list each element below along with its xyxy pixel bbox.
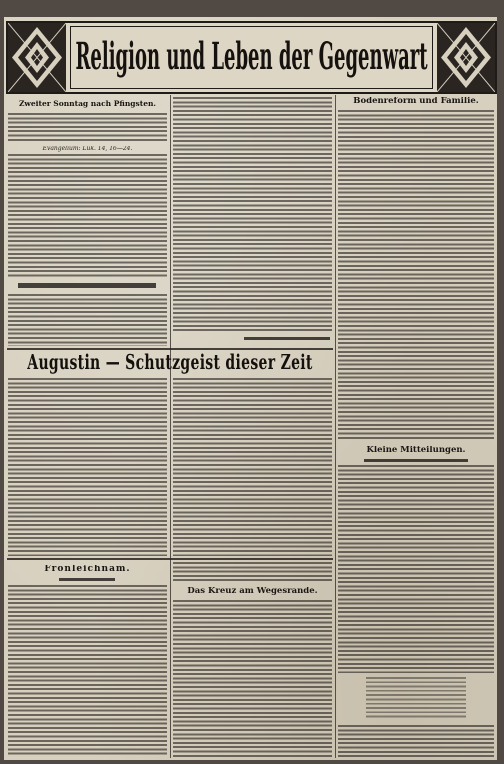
feature-headline-text: Augustin — Schutzgeist dieser Zeit [27, 352, 313, 374]
fronleichnam-text-block [8, 585, 167, 757]
bodenreform-heading [337, 97, 495, 107]
kreuz-text-block [173, 600, 332, 757]
fronleichnam-heading-text: Fronleichnam. [44, 565, 131, 574]
epistle-text-block [8, 113, 167, 143]
column-rule-right [335, 95, 336, 758]
kreuz-heading-text: Das Kreuz am Wegesrande. [187, 587, 318, 596]
column-rule-left [170, 95, 171, 758]
newspaper-page [4, 17, 497, 760]
section-heading-left [18, 283, 156, 288]
mitteilungen-heading [337, 446, 495, 456]
masthead-ornament-left-icon [8, 23, 66, 92]
masthead-ornament-right-icon [437, 23, 495, 92]
fronleichnam-byline [59, 578, 115, 581]
masthead-banner [6, 21, 497, 94]
feature-continuation-text [173, 562, 332, 582]
poem-stanza [366, 677, 466, 720]
gospel-reference: Evangelium: Luk. 14, 16—24. [42, 146, 133, 152]
feature-text-block-right [173, 378, 332, 556]
mitteilungen-heading-text: Kleine Mitteilungen. [366, 446, 466, 455]
mitteilungen-subheading [364, 459, 468, 462]
article-signature [244, 337, 330, 340]
feature-text-block-left [8, 378, 167, 556]
article-text-block-middle [173, 97, 332, 333]
kreuz-heading [172, 587, 333, 597]
mitteilungen-text-block [338, 465, 494, 673]
bodenreform-heading-text: Bodenreform und Familie. [353, 97, 479, 106]
masthead-title-frame [70, 26, 433, 89]
headline-rule-bottom [7, 558, 333, 560]
sunday-heading [7, 100, 168, 110]
feature-headline [7, 352, 333, 374]
mitteilungen-text-end [338, 725, 494, 757]
section-text-block-left [8, 294, 167, 346]
sermon-text-block [8, 154, 167, 278]
fronleichnam-heading [7, 565, 168, 575]
headline-rule-top [7, 348, 333, 350]
masthead-title: Religion und Leben der Gegenwart [75, 35, 428, 80]
sunday-heading-text: Zweiter Sonntag nach Pfingsten. [18, 100, 157, 108]
bodenreform-text-block [338, 110, 494, 440]
